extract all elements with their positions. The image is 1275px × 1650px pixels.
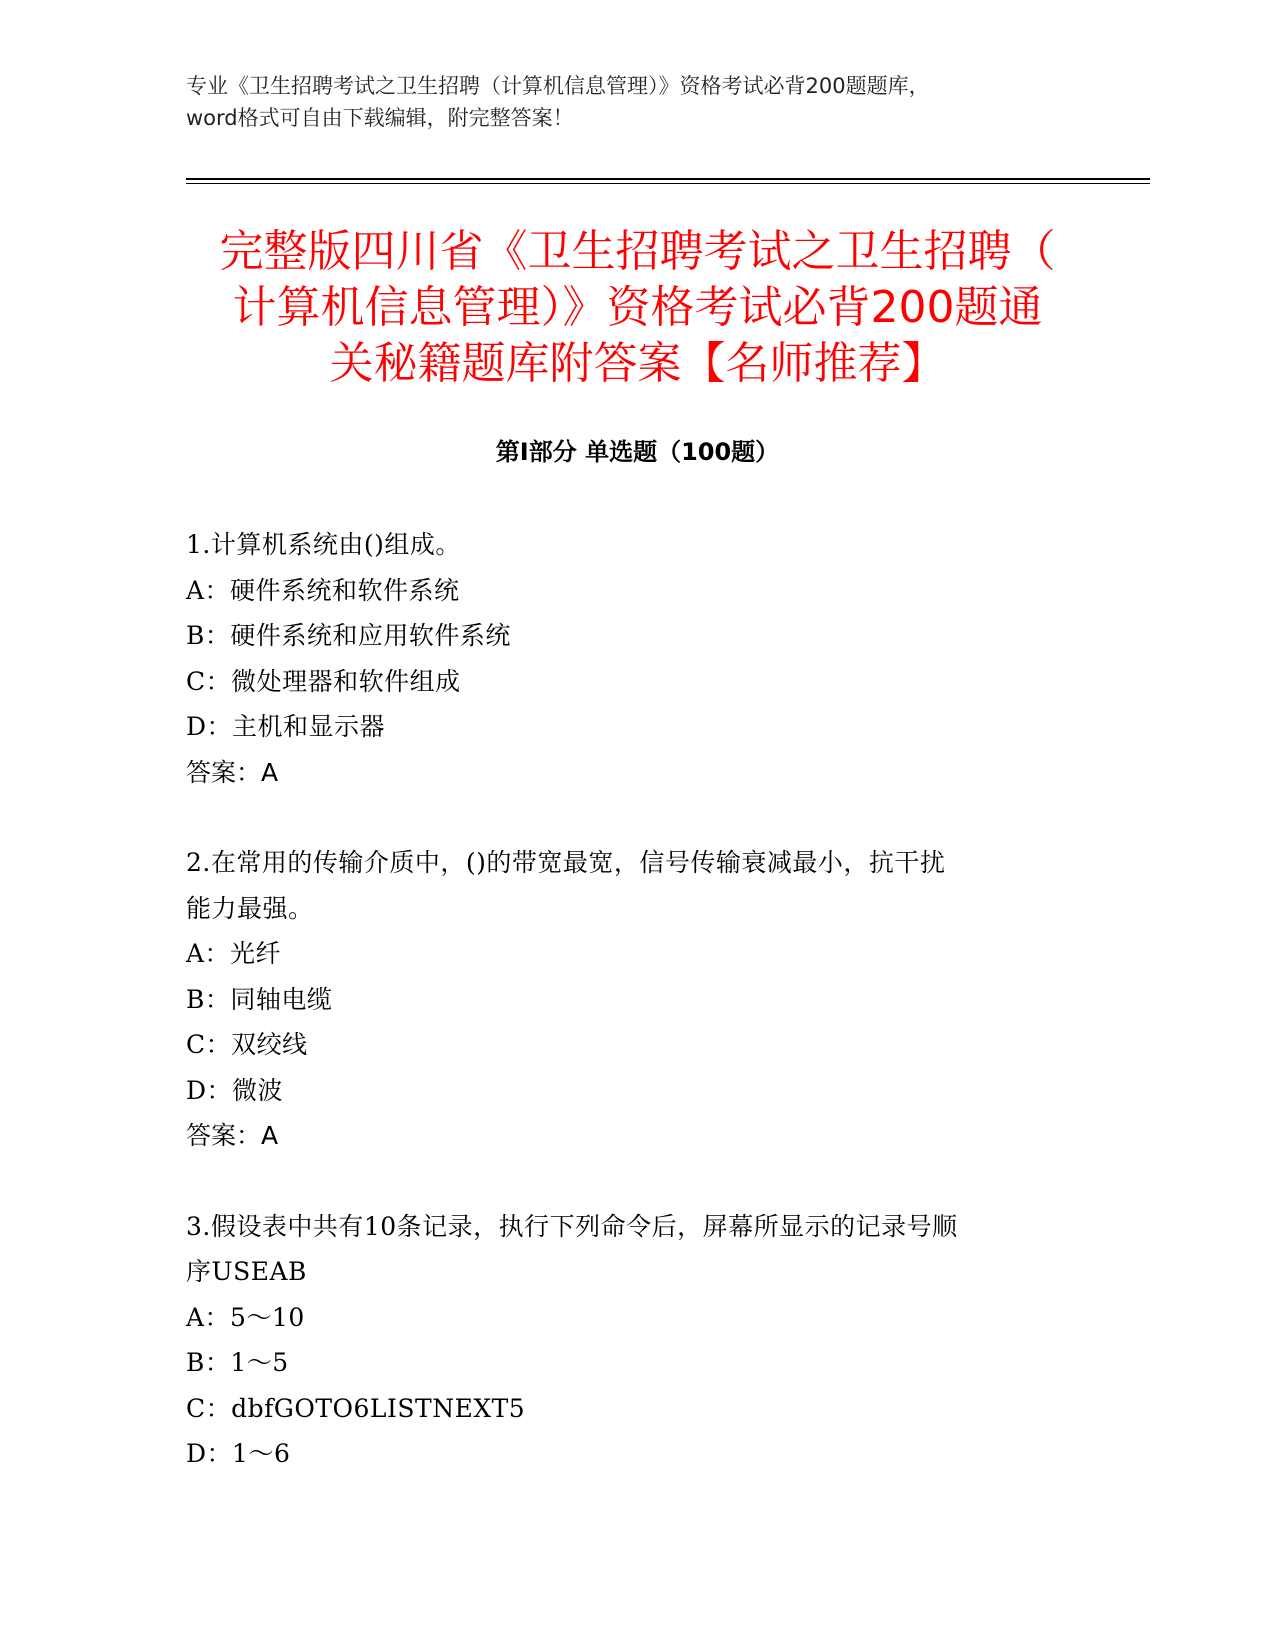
answer-label: 答案：A — [186, 1121, 279, 1150]
option-b: B：1～5 — [186, 1348, 289, 1377]
option-d: D：1～6 — [186, 1439, 291, 1468]
option-c: C：双绞线 — [186, 1030, 308, 1059]
header-line-1: 专业《卫生招聘考试之卫生招聘（计算机信息管理）》资格考试必背200题题库， — [186, 74, 930, 98]
header-line-2: word格式可自由下载编辑，附完整答案！ — [186, 106, 574, 130]
option-d: D：微波 — [186, 1075, 284, 1105]
option-a: A：5～10 — [186, 1302, 305, 1332]
title-line-3: 关秘籍题库附答案【名师推荐】 — [329, 338, 946, 389]
option-b: B：硬件系统和应用软件系统 — [186, 621, 511, 650]
answer-label: 答案：A — [186, 757, 279, 787]
question-stem: 1.计算机系统由()组成。 — [186, 530, 461, 559]
header-divider-thick — [186, 178, 1150, 180]
header-divider-thin — [186, 183, 1150, 184]
question-2 — [186, 840, 1066, 1159]
question-stem-line-1: 2.在常用的传输介质中，()的带宽最宽，信号传输衰减最小，抗干扰 — [186, 848, 946, 877]
option-c: C：dbfGOTO6LISTNEXT5 — [186, 1393, 526, 1423]
document-title — [150, 224, 1125, 392]
option-c: C：微处理器和软件组成 — [186, 666, 461, 696]
question-list — [186, 522, 1066, 1522]
option-a: A：光纤 — [186, 939, 282, 968]
question-3 — [186, 1204, 1066, 1477]
question-1 — [186, 522, 1066, 795]
option-a: A：硬件系统和软件系统 — [186, 575, 460, 605]
title-line-1: 完整版四川省《卫生招聘考试之卫生招聘（ — [219, 226, 1056, 277]
question-stem-line-2: 能力最强。 — [186, 893, 314, 923]
section-heading: 第Ⅰ部分 单选题（100题） — [495, 438, 780, 466]
question-stem-line-1: 3.假设表中共有10条记录，执行下列命令后，屏幕所显示的记录号顺 — [186, 1211, 958, 1241]
option-b: B：同轴电缆 — [186, 984, 333, 1014]
question-stem-line-2: 序USEAB — [186, 1257, 307, 1286]
option-d: D：主机和显示器 — [186, 712, 386, 741]
document-header-note — [186, 70, 1066, 134]
title-line-2: 计算机信息管理）》资格考试必背200题通 — [232, 282, 1043, 333]
